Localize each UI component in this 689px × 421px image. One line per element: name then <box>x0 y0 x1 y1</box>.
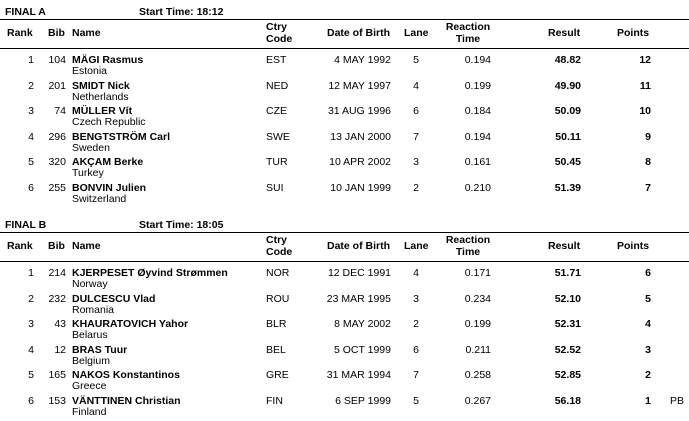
bib-cell: 232 <box>48 292 66 305</box>
record-note: PB <box>670 395 685 407</box>
athlete-name: BRAS Tuur <box>72 343 128 356</box>
result-cell: 48.82 <box>554 54 581 66</box>
bib-cell: 214 <box>48 267 66 279</box>
table-row <box>0 395 689 421</box>
athlete-name: SMIDT Nick <box>72 79 130 92</box>
header-name: Name <box>72 240 101 252</box>
header-lane: Lane <box>404 27 429 39</box>
athlete-name: BENGTSTRÖM Carl <box>72 130 171 143</box>
rank-cell: 6 <box>28 182 34 194</box>
reaction-time: 0.171 <box>464 267 491 279</box>
header-reaction-line2: Time <box>455 33 481 45</box>
lane-cell: 3 <box>413 292 419 305</box>
athlete-name: MÄGI Rasmus <box>72 54 144 66</box>
rank-cell: 1 <box>28 267 34 279</box>
header-points: Points <box>617 27 650 39</box>
header-result: Result <box>548 27 581 39</box>
athlete-name: KHAURATOVICH Yahor <box>72 318 189 331</box>
athlete-name: VÄNTTINEN Christian <box>72 395 181 407</box>
country-name: Switzerland <box>72 193 127 205</box>
header-lane: Lane <box>404 240 429 252</box>
lane-cell: 2 <box>413 182 419 194</box>
bib-cell: 43 <box>54 318 66 331</box>
lane-cell: 5 <box>413 54 419 66</box>
country-code: TUR <box>266 156 288 169</box>
header-ctry-line2: Code <box>266 33 293 45</box>
bib-cell: 255 <box>48 182 66 194</box>
rank-cell: 1 <box>28 54 34 66</box>
table-row <box>0 131 689 157</box>
reaction-time: 0.210 <box>464 182 491 194</box>
header-bib: Bib <box>48 27 65 39</box>
header-bottom-rule <box>0 261 689 262</box>
rank-cell: 4 <box>28 343 34 356</box>
country-code: SWE <box>266 130 290 143</box>
final-title: FINAL A <box>5 6 46 18</box>
table-row <box>0 267 689 293</box>
date-of-birth: 6 SEP 1999 <box>335 395 391 407</box>
country-code: FIN <box>266 395 283 407</box>
lane-cell: 7 <box>413 369 419 382</box>
country-name: Belarus <box>72 329 108 342</box>
country-code: NED <box>266 79 289 92</box>
reaction-time: 0.194 <box>464 130 491 143</box>
result-cell: 51.71 <box>554 267 581 279</box>
points-cell: 5 <box>645 292 651 305</box>
date-of-birth: 13 JAN 2000 <box>330 130 391 143</box>
result-cell: 50.45 <box>554 156 581 169</box>
athlete-name: DULCESCU Vlad <box>72 292 156 305</box>
reaction-time: 0.234 <box>464 292 491 305</box>
country-name: Romania <box>72 303 115 316</box>
rank-cell: 2 <box>28 79 34 92</box>
points-cell: 7 <box>645 182 651 194</box>
points-cell: 1 <box>645 395 651 407</box>
athlete-name: AKÇAM Berke <box>72 156 144 169</box>
result-cell: 50.09 <box>554 105 581 118</box>
table-row <box>0 105 689 131</box>
reaction-time: 0.194 <box>464 54 491 66</box>
rank-cell: 5 <box>28 369 34 382</box>
athlete-name: KJERPESET Øyvind Strømmen <box>72 267 228 279</box>
lane-cell: 5 <box>413 395 419 407</box>
country-name: Estonia <box>72 65 108 77</box>
lane-cell: 6 <box>413 105 419 118</box>
reaction-time: 0.258 <box>464 369 491 382</box>
lane-cell: 4 <box>413 79 419 92</box>
table-row <box>0 54 689 80</box>
bib-cell: 296 <box>48 130 66 143</box>
start-time: Start Time: 18:12 <box>139 6 224 18</box>
lane-cell: 7 <box>413 130 419 143</box>
points-cell: 11 <box>639 79 651 92</box>
country-code: GRE <box>266 369 289 382</box>
points-cell: 6 <box>645 267 651 279</box>
date-of-birth: 31 AUG 1996 <box>327 105 391 118</box>
reaction-time: 0.267 <box>464 395 491 407</box>
result-cell: 49.90 <box>554 79 581 92</box>
country-code: ROU <box>266 292 290 305</box>
result-cell: 52.85 <box>554 369 581 382</box>
table-row <box>0 182 689 208</box>
header-reaction-line1: Reaction <box>445 234 491 246</box>
header-name: Name <box>72 27 101 39</box>
date-of-birth: 23 MAR 1995 <box>326 292 391 305</box>
header-bib: Bib <box>48 240 65 252</box>
date-of-birth: 8 MAY 2002 <box>334 318 391 331</box>
header-ctry-line1: Ctry <box>266 234 288 246</box>
bib-cell: 74 <box>54 105 66 118</box>
rank-cell: 4 <box>28 130 34 143</box>
header-points: Points <box>617 240 650 252</box>
date-of-birth: 5 OCT 1999 <box>333 343 391 356</box>
rank-cell: 2 <box>28 292 34 305</box>
table-row <box>0 156 689 182</box>
reaction-time: 0.161 <box>464 156 491 169</box>
country-name: Norway <box>72 278 108 290</box>
result-cell: 52.31 <box>554 318 581 331</box>
lane-cell: 2 <box>413 318 419 331</box>
reaction-time: 0.211 <box>465 343 491 356</box>
table-row <box>0 369 689 395</box>
lane-cell: 4 <box>413 267 419 279</box>
country-code: SUI <box>266 182 284 194</box>
bib-cell: 201 <box>48 79 66 92</box>
date-of-birth: 12 MAY 1997 <box>328 79 391 92</box>
country-name: Finland <box>72 406 107 418</box>
reaction-time: 0.199 <box>464 318 491 331</box>
points-cell: 2 <box>645 369 651 382</box>
country-code: BEL <box>266 343 286 356</box>
header-top-rule <box>0 232 689 233</box>
table-row <box>0 344 689 370</box>
lane-cell: 3 <box>413 156 419 169</box>
points-cell: 9 <box>645 130 651 143</box>
date-of-birth: 4 MAY 1992 <box>334 54 391 66</box>
table-row <box>0 318 689 344</box>
country-code: CZE <box>266 105 287 118</box>
final-section <box>0 3 689 205</box>
country-code: EST <box>266 54 287 66</box>
country-name: Netherlands <box>72 90 129 103</box>
athlete-name: MÜLLER Vít <box>72 105 133 118</box>
header-dob: Date of Birth <box>327 27 390 39</box>
header-rank: Rank <box>7 27 33 39</box>
rank-cell: 5 <box>28 156 34 169</box>
header-result: Result <box>548 240 581 252</box>
points-cell: 10 <box>639 105 651 118</box>
date-of-birth: 31 MAR 1994 <box>326 369 391 382</box>
country-name: Czech Republic <box>72 116 146 129</box>
country-name: Sweden <box>72 141 110 154</box>
athlete-name: BONVIN Julien <box>72 182 147 194</box>
header-bottom-rule <box>0 48 689 49</box>
rank-cell: 6 <box>28 395 34 407</box>
points-cell: 4 <box>645 318 651 331</box>
result-cell: 50.11 <box>555 130 581 143</box>
points-cell: 3 <box>645 343 651 356</box>
reaction-time: 0.199 <box>464 79 491 92</box>
date-of-birth: 10 APR 2002 <box>329 156 391 169</box>
lane-cell: 6 <box>413 343 419 356</box>
result-cell: 51.39 <box>554 182 581 194</box>
points-cell: 8 <box>645 156 651 169</box>
result-cell: 52.10 <box>554 292 581 305</box>
reaction-time: 0.184 <box>464 105 491 118</box>
athlete-name: NAKOS Konstantinos <box>72 369 180 382</box>
header-rank: Rank <box>7 240 33 252</box>
result-cell: 56.18 <box>554 395 581 407</box>
header-dob: Date of Birth <box>327 240 390 252</box>
header-ctry-line1: Ctry <box>266 21 288 33</box>
table-row <box>0 293 689 319</box>
bib-cell: 153 <box>48 395 66 407</box>
country-code: BLR <box>266 318 287 331</box>
rank-cell: 3 <box>28 105 34 118</box>
date-of-birth: 10 JAN 1999 <box>330 182 391 194</box>
bib-cell: 320 <box>48 156 66 169</box>
bib-cell: 12 <box>54 343 66 356</box>
bib-cell: 104 <box>48 54 66 66</box>
start-time: Start Time: 18:05 <box>139 219 224 231</box>
header-top-rule <box>0 19 689 20</box>
points-cell: 12 <box>639 54 651 66</box>
country-code: NOR <box>266 267 290 279</box>
header-reaction-line2: Time <box>455 246 481 258</box>
country-name: Greece <box>72 380 107 393</box>
country-name: Turkey <box>72 167 104 180</box>
bib-cell: 165 <box>48 369 66 382</box>
header-ctry-line2: Code <box>266 246 293 258</box>
header-reaction-line1: Reaction <box>445 21 491 33</box>
rank-cell: 3 <box>28 318 34 331</box>
country-name: Belgium <box>72 354 110 367</box>
final-section <box>0 216 689 418</box>
result-cell: 52.52 <box>554 343 581 356</box>
final-title: FINAL B <box>5 219 47 231</box>
date-of-birth: 12 DEC 1991 <box>327 267 391 279</box>
table-row <box>0 80 689 106</box>
